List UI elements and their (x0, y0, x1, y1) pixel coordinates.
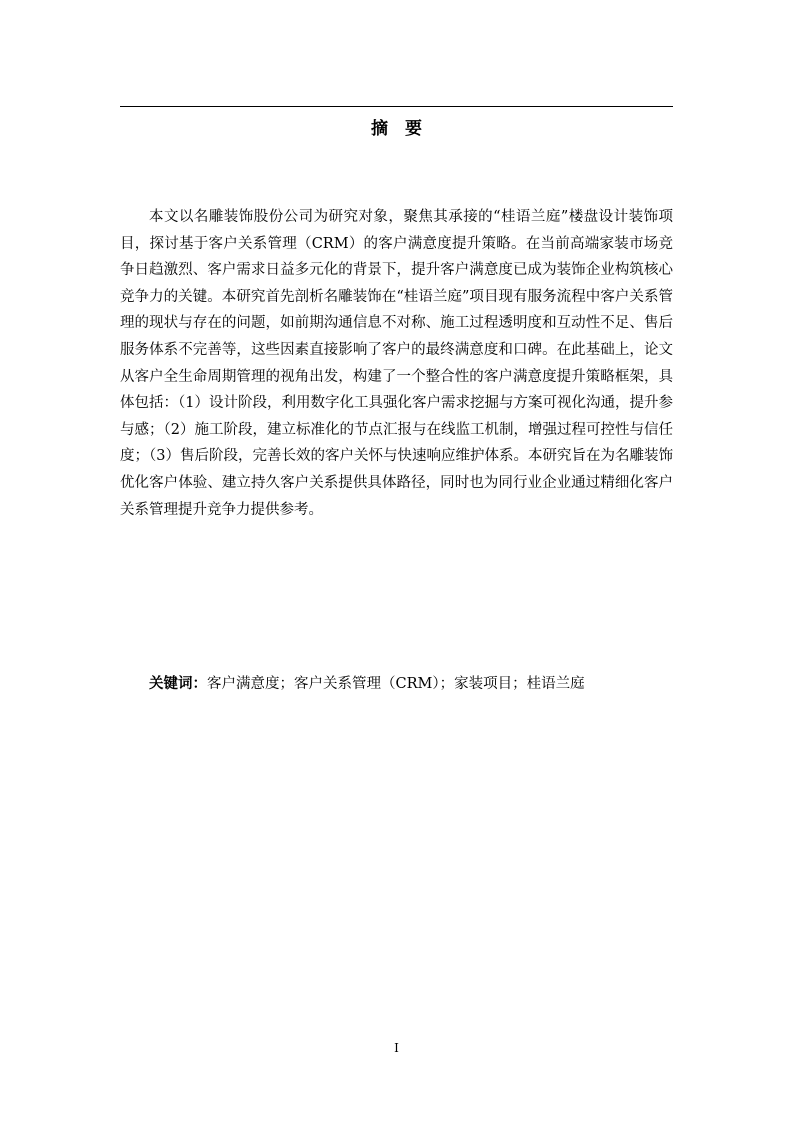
page-title: 摘要 (371, 119, 439, 139)
keywords-line (149, 672, 673, 696)
header-rule (120, 106, 673, 107)
abstract-body: 本文以名雕装饰股份公司为研究对象，聚焦其承接的“桂语兰庭”楼盘设计装饰项目，探讨基于客户关系管理（CRM）的客户满意度提升策略。在当前高端家装市场竞争日趋激烈、客户需求日益多元化的背景下，提升客户满意度已成为装饰企业构筑核心竞争力的关键。本研究首先剖析名雕装饰在“桂语兰庭”项目现有服务流程中客户关系管理的现状与存在的问题，如前期沟通信息不对称、施工过程透明度和互动性不足、售后服务体系不完善等，这些因素直接影响了客户的最终满意度和口碑。在此基础上，论文从客户全生命周期管理的视角出发，构建了一个整合性的客户满意度提升策略框架，具体包括：（1）设计阶段，利用数字化工具强化客户需求挖掘与方案可视化沟通，提升参与感；（2）施工阶段，建立标准化的节点汇报与在线监工机制，增强过程可控性与信任度；（3）售后阶段，完善长效的客户关怀与快速响应维护体系。本研究旨在为名雕装饰优化客户体验、建立持久客户关系提供具体路径，同时也为同行业企业通过精细化客户关系管理提升竞争力提供参考。 (120, 209, 673, 518)
keywords-value: 客户满意度；客户关系管理（CRM）；家装项目；桂语兰庭 (207, 676, 585, 692)
page-number: I (394, 1041, 399, 1055)
keywords-label: 关键词： (149, 676, 207, 692)
